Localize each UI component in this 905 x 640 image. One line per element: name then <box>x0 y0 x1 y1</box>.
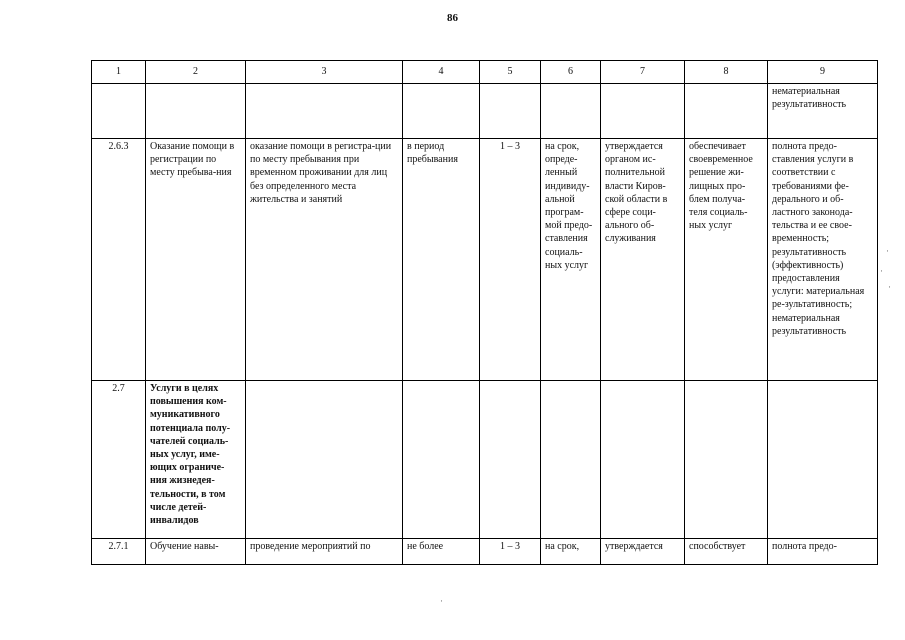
evaluation-cell <box>768 381 878 539</box>
quantity-cell <box>480 84 541 139</box>
column-header: 9 <box>768 61 878 84</box>
table-row <box>92 381 878 539</box>
tariff-cell <box>601 84 685 139</box>
duration-cell: на срок, опреде-ленный индивиду-альной програм-мой предо-ставления социаль-ных услуг <box>541 139 601 381</box>
conditions-cell <box>685 84 768 139</box>
timing-cell: в период пребывания <box>403 139 480 381</box>
table-row <box>92 539 878 565</box>
services-table <box>91 60 878 565</box>
column-header: 2 <box>146 61 246 84</box>
conditions-cell <box>685 381 768 539</box>
row-number-cell: 2.6.3 <box>92 139 146 381</box>
column-header: 5 <box>480 61 541 84</box>
timing-cell: не более <box>403 539 480 565</box>
service-name-cell: Оказание помощи в регистрации по месту пребыва-ния <box>146 139 246 381</box>
evaluation-cell: полнота предо- <box>768 539 878 565</box>
column-header: 8 <box>685 61 768 84</box>
timing-cell <box>403 84 480 139</box>
tariff-cell <box>601 381 685 539</box>
service-description-cell <box>246 381 403 539</box>
service-description-cell <box>246 84 403 139</box>
table-row <box>92 84 878 139</box>
table-row <box>92 139 878 381</box>
evaluation-cell: полнота предо-ставления услуги в соответствии с требованиями фе-дерального и об-ластного законода-тельства и ее свое-временность; результативность (эффективность) предоставления услуги: материальная ре-зультативность; нематериальная результативность <box>768 139 878 381</box>
column-header: 6 <box>541 61 601 84</box>
quantity-cell: 1 – 3 <box>480 539 541 565</box>
column-header: 3 <box>246 61 403 84</box>
tariff-cell: утверждается <box>601 539 685 565</box>
conditions-cell: обеспечивает своевременное решение жи-лищных про-блем получа-теля социаль-ных услуг <box>685 139 768 381</box>
scan-speck: · <box>880 266 883 276</box>
column-header: 1 <box>92 61 146 84</box>
scan-speck: · <box>440 596 443 606</box>
service-description-cell: проведение мероприятий по <box>246 539 403 565</box>
tariff-cell: утверждается органом ис-полнительной власти Киров-ской области в сфере соци-ального об-служивания <box>601 139 685 381</box>
service-name-cell <box>146 84 246 139</box>
quantity-cell: 1 – 3 <box>480 139 541 381</box>
conditions-cell: способствует <box>685 539 768 565</box>
duration-cell <box>541 381 601 539</box>
row-number-cell: 2.7.1 <box>92 539 146 565</box>
column-header: 7 <box>601 61 685 84</box>
scan-speck: · <box>886 246 889 256</box>
timing-cell <box>403 381 480 539</box>
service-description-cell: оказание помощи в регистра-ции по месту пребывания при временном проживании для лиц без определенного места жительства и занятий <box>246 139 403 381</box>
page-number: 86 <box>447 12 458 24</box>
duration-cell <box>541 84 601 139</box>
evaluation-cell: нематериальная результативность <box>768 84 878 139</box>
column-header: 4 <box>403 61 480 84</box>
row-number-cell: 2.7 <box>92 381 146 539</box>
duration-cell: на срок, <box>541 539 601 565</box>
row-number-cell <box>92 84 146 139</box>
service-group-name-cell: Услуги в целях повышения ком-муникативного потенциала полу-чателей социаль-ных услуг, име-ющих ограниче-ния жизнедея-тельности, в том числе детей-инвалидов <box>146 381 246 539</box>
scan-speck: · <box>888 282 891 292</box>
service-name-cell: Обучение навы- <box>146 539 246 565</box>
header-row <box>92 61 878 84</box>
quantity-cell <box>480 381 541 539</box>
